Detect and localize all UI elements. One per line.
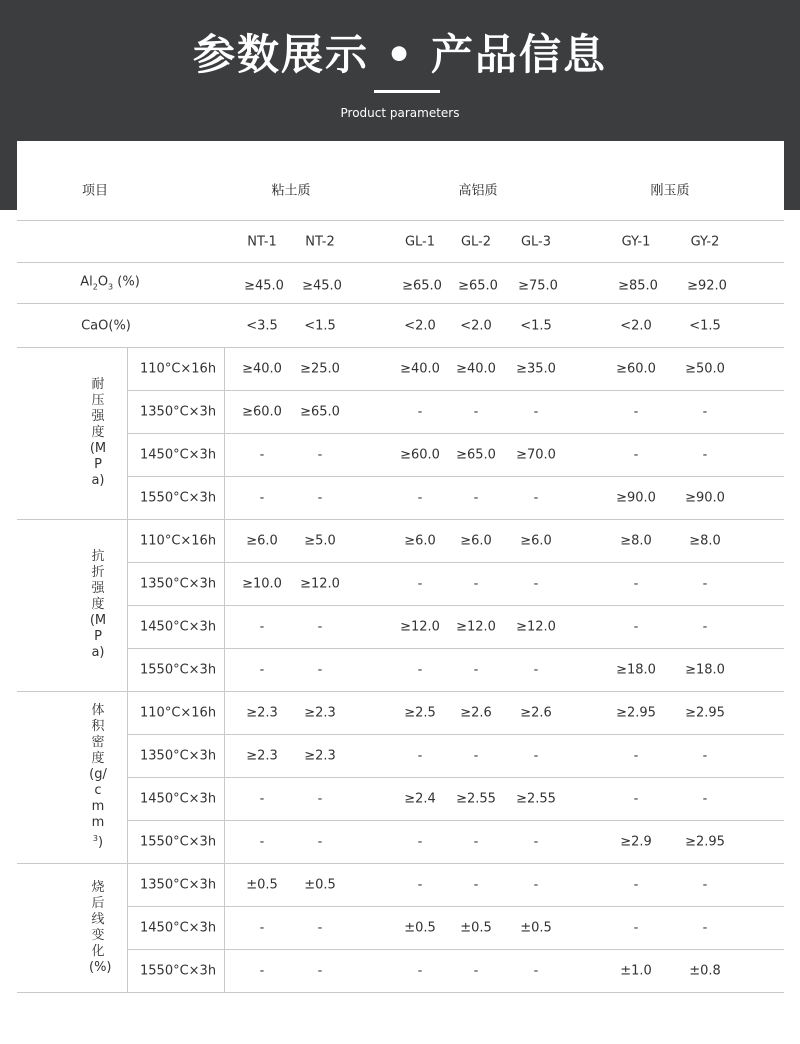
row-divider — [127, 734, 784, 735]
table-cell-value: ±0.5 — [520, 920, 552, 935]
table-cell-value: ≥2.5 — [404, 705, 436, 720]
table-cell-value: - — [417, 662, 423, 677]
condition-label: 1550°C×3h — [140, 963, 217, 978]
condition-label: 110°C×16h — [140, 533, 217, 548]
section-label: 烧后线变化(%) — [89, 879, 112, 975]
table-cell-value: ≥12.0 — [400, 619, 440, 634]
row-divider — [127, 433, 784, 434]
table-cell-value: - — [259, 834, 265, 849]
table-cell-value: - — [702, 447, 708, 462]
table-cell-value: - — [473, 490, 479, 505]
table-cell-value: ≥2.3 — [304, 705, 336, 720]
condition-label: 1550°C×3h — [140, 834, 217, 849]
table-cell-value: - — [533, 748, 539, 763]
section-label: 体积密度(g/cmm$^3$) — [89, 702, 107, 851]
row-divider — [127, 949, 784, 950]
column-divider — [224, 691, 225, 863]
table-cell-value: ≥2.6 — [460, 705, 492, 720]
condition-label: 1350°C×3h — [140, 576, 217, 591]
table-cell-value: ≥18.0 — [685, 662, 725, 677]
section-label: 耐压强度(MPa) — [89, 377, 107, 488]
table-cell-value: ≥5.0 — [304, 533, 336, 548]
column-divider — [127, 691, 128, 863]
table-cell-value: ≥92.0 — [687, 278, 727, 294]
table-cell-value: ≥2.55 — [456, 791, 496, 806]
table-cell-value: - — [533, 404, 539, 419]
table-cell-value: - — [533, 834, 539, 849]
column-divider — [224, 519, 225, 691]
table-cell-value: ≥65.0 — [402, 278, 442, 294]
table-cell-value: - — [633, 748, 639, 763]
table-cell-value: ≥40.0 — [242, 361, 282, 376]
table-cell-value: - — [259, 490, 265, 505]
table-cell-value: - — [533, 490, 539, 505]
table-cell-value: ≥8.0 — [689, 533, 721, 548]
group-header: 刚玉质 — [650, 183, 690, 199]
column-header: GY-1 — [621, 234, 651, 250]
table-cell-value: - — [417, 576, 423, 591]
table-cell-value: ≥2.3 — [246, 748, 278, 763]
table-cell-value: ≥70.0 — [516, 447, 556, 462]
table-cell-value: ≥65.0 — [456, 447, 496, 462]
table-cell-value: - — [633, 920, 639, 935]
table-cell-value: - — [533, 662, 539, 677]
row-divider — [127, 820, 784, 821]
table-cell-value: - — [702, 619, 708, 634]
table-cell-value: ≥75.0 — [518, 278, 558, 294]
row-divider — [17, 992, 784, 993]
table-cell-value: ≥90.0 — [616, 490, 656, 505]
table-cell-value: - — [473, 576, 479, 591]
column-header: GL-1 — [404, 234, 436, 250]
row-divider — [127, 906, 784, 907]
row-divider — [17, 691, 784, 692]
table-cell-value: - — [417, 834, 423, 849]
table-cell-value: - — [417, 404, 423, 419]
table-cell-value: - — [317, 920, 323, 935]
table-cell-value: - — [417, 877, 423, 892]
column-divider — [127, 863, 128, 992]
table-cell-value: ≥65.0 — [300, 404, 340, 419]
row-divider — [17, 347, 784, 348]
table-cell-value: - — [317, 447, 323, 462]
table-cell-value: ≥18.0 — [616, 662, 656, 677]
table-cell-value: - — [702, 748, 708, 763]
table-cell-value: ≥50.0 — [685, 361, 725, 376]
table-cell-value: ≥6.0 — [404, 533, 436, 548]
table-cell-value: <1.5 — [304, 318, 336, 334]
title-underline — [374, 90, 440, 93]
table-cell-value: - — [417, 490, 423, 505]
table-cell-value: - — [473, 748, 479, 763]
table-cell-value: - — [473, 834, 479, 849]
condition-label: 1550°C×3h — [140, 490, 217, 505]
table-cell-value: ≥2.4 — [404, 791, 436, 806]
condition-label: 110°C×16h — [140, 705, 217, 720]
condition-label: 1450°C×3h — [140, 791, 217, 806]
table-cell-value: - — [259, 963, 265, 978]
table-cell-value: - — [259, 791, 265, 806]
column-divider — [224, 863, 225, 992]
table-cell-value: - — [259, 619, 265, 634]
table-cell-value: ≥2.95 — [616, 705, 656, 720]
table-cell-value: ±0.5 — [246, 877, 278, 892]
column-divider — [224, 347, 225, 519]
row-divider — [127, 648, 784, 649]
condition-label: 1550°C×3h — [140, 662, 217, 677]
table-cell-value: ≥25.0 — [300, 361, 340, 376]
column-header: GY-2 — [690, 234, 720, 250]
table-cell-value: <3.5 — [246, 318, 278, 334]
table-cell-value: <1.5 — [520, 318, 552, 334]
row-divider — [127, 777, 784, 778]
table-cell-value: - — [317, 791, 323, 806]
table-cell-value: - — [533, 963, 539, 978]
table-cell-value: ≥40.0 — [400, 361, 440, 376]
condition-label: 1350°C×3h — [140, 748, 217, 763]
table-cell-value: - — [702, 404, 708, 419]
table-cell-value: - — [702, 877, 708, 892]
column-divider — [127, 519, 128, 691]
condition-label: 1450°C×3h — [140, 619, 217, 634]
table-cell-value: ≥65.0 — [458, 278, 498, 294]
table-cell-value: - — [259, 920, 265, 935]
table-cell-value: ≥2.55 — [516, 791, 556, 806]
table-cell-value: ≥12.0 — [300, 576, 340, 591]
table-cell-value: <2.0 — [404, 318, 436, 334]
table-cell-value: - — [633, 576, 639, 591]
row-divider — [17, 863, 784, 864]
row-divider — [127, 390, 784, 391]
table-cell-value: ±1.0 — [620, 963, 652, 978]
row-divider — [17, 303, 784, 304]
table-cell-value: ≥10.0 — [242, 576, 282, 591]
table-cell-value: <2.0 — [460, 318, 492, 334]
table-cell-value: - — [533, 877, 539, 892]
header-item-label: 项目 — [81, 183, 109, 199]
table-cell-value: ≥2.9 — [620, 834, 652, 849]
condition-label: 1350°C×3h — [140, 877, 217, 892]
table-cell-value: ≥40.0 — [456, 361, 496, 376]
row-divider — [17, 262, 784, 263]
table-cell-value: - — [633, 877, 639, 892]
table-cell-value: ≥6.0 — [246, 533, 278, 548]
table-cell-value: ≥60.0 — [400, 447, 440, 462]
table-cell-value: ≥2.3 — [304, 748, 336, 763]
table-cell-value: - — [473, 662, 479, 677]
condition-label: 1450°C×3h — [140, 447, 217, 462]
column-header: NT-1 — [247, 234, 277, 250]
table-cell-value: - — [473, 963, 479, 978]
table-cell-value: - — [317, 963, 323, 978]
table-cell-value: ≥85.0 — [618, 278, 658, 294]
table-cell-value: ≥6.0 — [460, 533, 492, 548]
table-cell-value: - — [317, 662, 323, 677]
table-cell-value: - — [533, 576, 539, 591]
column-divider — [127, 347, 128, 519]
column-header: GL-2 — [460, 234, 492, 250]
row-divider — [127, 476, 784, 477]
table-cell-value: - — [473, 404, 479, 419]
table-cell-value: - — [633, 791, 639, 806]
table-cell-value: - — [633, 619, 639, 634]
cao-label: CaO(%) — [81, 318, 131, 334]
table-cell-value: ±0.5 — [304, 877, 336, 892]
group-header: 粘土质 — [271, 183, 311, 199]
table-cell-value: <2.0 — [620, 318, 652, 334]
table-cell-value: ≥12.0 — [456, 619, 496, 634]
table-cell-value: - — [259, 447, 265, 462]
table-cell-value: - — [317, 619, 323, 634]
table-cell-value: ≥35.0 — [516, 361, 556, 376]
table-cell-value: ±0.8 — [689, 963, 721, 978]
table-cell-value: ±0.5 — [460, 920, 492, 935]
column-header: GL-3 — [520, 234, 552, 250]
condition-label: 110°C×16h — [140, 361, 217, 376]
section-label: 抗折强度(MPa) — [89, 549, 107, 660]
al2o3-label: $Al_2O_3$ (%) — [80, 274, 140, 292]
table-cell-value: ≥45.0 — [302, 278, 342, 294]
table-cell-value: ≥60.0 — [242, 404, 282, 419]
table-cell-value: ≥12.0 — [516, 619, 556, 634]
column-header: NT-2 — [305, 234, 335, 250]
table-cell-value: ≥6.0 — [520, 533, 552, 548]
row-divider — [127, 605, 784, 606]
group-header: 高铝质 — [458, 183, 498, 199]
table-cell-value: - — [702, 920, 708, 935]
table-cell-value: ≥60.0 — [616, 361, 656, 376]
row-divider — [127, 562, 784, 563]
condition-label: 1450°C×3h — [140, 920, 217, 935]
table-cell-value: ±0.5 — [404, 920, 436, 935]
table-cell-value: ≥45.0 — [244, 278, 284, 294]
table-cell-value: ≥90.0 — [685, 490, 725, 505]
table-cell-value: - — [633, 447, 639, 462]
table-cell-value: - — [417, 963, 423, 978]
table-cell-value: ≥2.3 — [246, 705, 278, 720]
table-cell-value: - — [473, 877, 479, 892]
table-cell-value: - — [702, 791, 708, 806]
page-title: 参数展示 • 产品信息 — [192, 30, 608, 79]
parameter-table-card — [17, 141, 784, 1001]
table-cell-value: ≥8.0 — [620, 533, 652, 548]
table-cell-value: - — [633, 404, 639, 419]
table-cell-value: ≥2.95 — [685, 834, 725, 849]
table-cell-value: - — [702, 576, 708, 591]
table-cell-value: - — [317, 490, 323, 505]
page-subtitle: Product parameters — [340, 106, 460, 120]
condition-label: 1350°C×3h — [140, 404, 217, 419]
table-cell-value: - — [317, 834, 323, 849]
table-cell-value: ≥2.6 — [520, 705, 552, 720]
table-cell-value: ≥2.95 — [685, 705, 725, 720]
table-cell-value: - — [417, 748, 423, 763]
row-divider — [17, 519, 784, 520]
table-cell-value: <1.5 — [689, 318, 721, 334]
row-divider — [17, 220, 784, 221]
table-cell-value: - — [259, 662, 265, 677]
